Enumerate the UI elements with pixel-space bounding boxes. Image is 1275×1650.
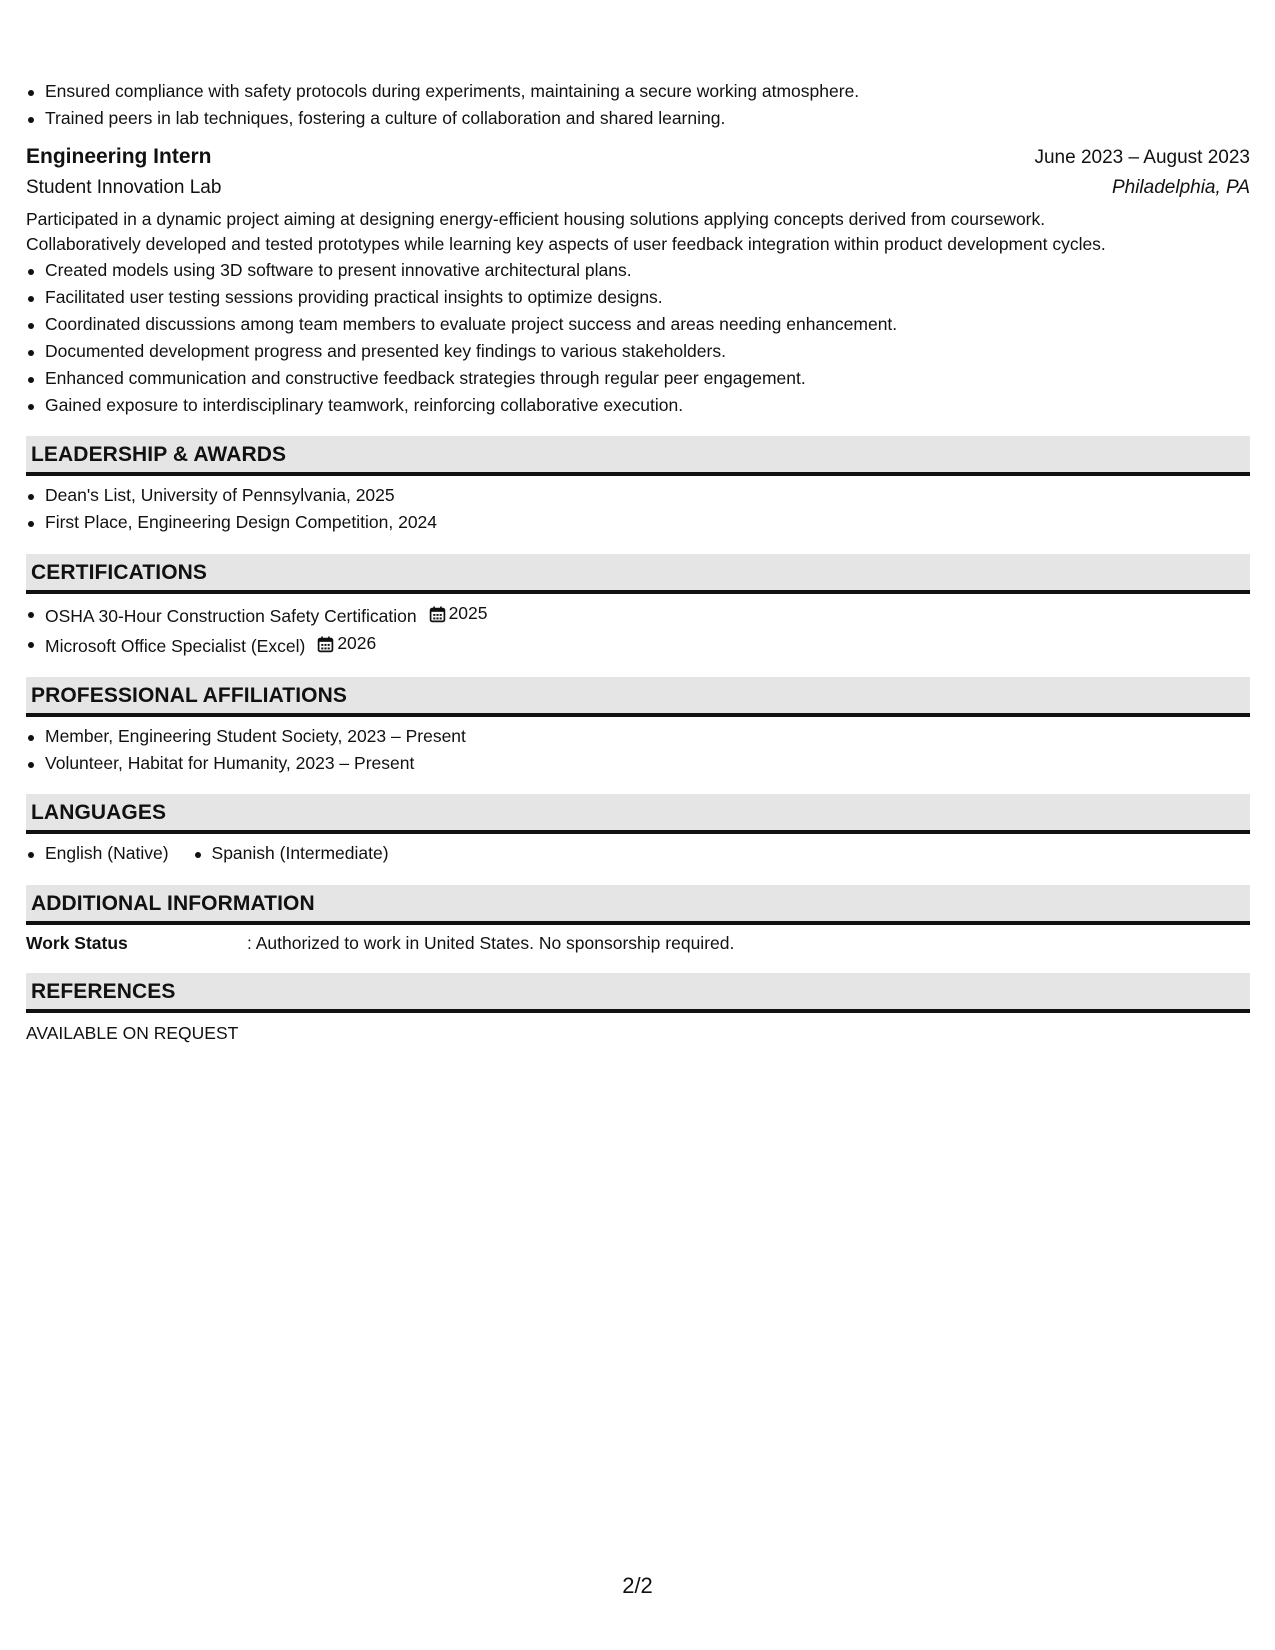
list-item: Coordinated discussions among team members to evaluate project success and areas needing enhancement. (26, 311, 1250, 338)
job-description (26, 207, 1250, 257)
work-status-row (26, 931, 1250, 955)
list-item: Enhanced communication and constructive feedback strategies through regular peer engagement. (26, 365, 1250, 392)
organization-name: Student Innovation Lab (26, 177, 222, 198)
affiliations-list (26, 723, 1250, 777)
section-heading-languages: LANGUAGES (26, 794, 1250, 834)
leadership-list (26, 482, 1250, 536)
section-heading-affiliations: PROFESSIONAL AFFILIATIONS (26, 677, 1250, 717)
certification-name: OSHA 30-Hour Construction Safety Certification (45, 606, 417, 626)
experience-bullets (26, 257, 1250, 419)
list-item: Created models using 3D software to present innovative architectural plans. (26, 257, 1250, 284)
work-status-label: Work Status (26, 933, 128, 953)
certifications-list (26, 600, 1250, 660)
language-item: Spanish (Intermediate) (193, 840, 389, 867)
list-item: Member, Engineering Student Society, 2023 – Present (26, 723, 1250, 750)
page-number: 2/2 (622, 1573, 653, 1598)
job-title: Engineering Intern (26, 145, 212, 168)
list-item: Trained peers in lab techniques, fostering a culture of collaboration and shared learning. (26, 105, 1250, 132)
list-item: First Place, Engineering Design Competition, 2024 (26, 509, 1250, 536)
certification-year: 2025 (448, 603, 488, 623)
calendar-icon (429, 606, 446, 623)
languages-list (26, 840, 1250, 867)
section-heading-additional: ADDITIONAL INFORMATION (26, 885, 1250, 925)
experience-entry (26, 142, 1250, 419)
description-line: Collaboratively developed and tested prototypes while learning key aspects of user feedback integration within product development cycles. (26, 234, 1106, 254)
description-line: Participated in a dynamic project aiming at designing energy-efficient housing solutions applying concepts derived from coursework. (26, 209, 1046, 229)
section-heading-certifications: CERTIFICATIONS (26, 554, 1250, 594)
section-heading-references: REFERENCES (26, 973, 1250, 1013)
section-heading-leadership: LEADERSHIP & AWARDS (26, 436, 1250, 476)
resume-page (26, 78, 1250, 1045)
list-item: Volunteer, Habitat for Humanity, 2023 – Present (26, 750, 1250, 777)
certification-year: 2026 (337, 633, 377, 653)
previous-role-bullets (26, 78, 1250, 132)
calendar-icon (317, 636, 334, 653)
references-text: AVAILABLE ON REQUEST (26, 1023, 239, 1043)
list-item: Dean's List, University of Pennsylvania, 2025 (26, 482, 1250, 509)
language-item: English (Native) (26, 840, 169, 867)
list-item: Documented development progress and presented key findings to various stakeholders. (26, 338, 1250, 365)
certification-name: Microsoft Office Specialist (Excel) (45, 636, 306, 656)
job-dates: June 2023 – August 2023 (1034, 147, 1250, 168)
list-item: Facilitated user testing sessions providing practical insights to optimize designs. (26, 284, 1250, 311)
list-item: Gained exposure to interdisciplinary teamwork, reinforcing collaborative execution. (26, 392, 1250, 419)
certification-item (26, 630, 1250, 660)
work-status-value: : Authorized to work in United States. No sponsorship required. (247, 933, 735, 953)
certification-item (26, 600, 1250, 630)
job-location: Philadelphia, PA (1111, 177, 1250, 198)
list-item: Ensured compliance with safety protocols during experiments, maintaining a secure working atmosphere. (26, 78, 1250, 105)
